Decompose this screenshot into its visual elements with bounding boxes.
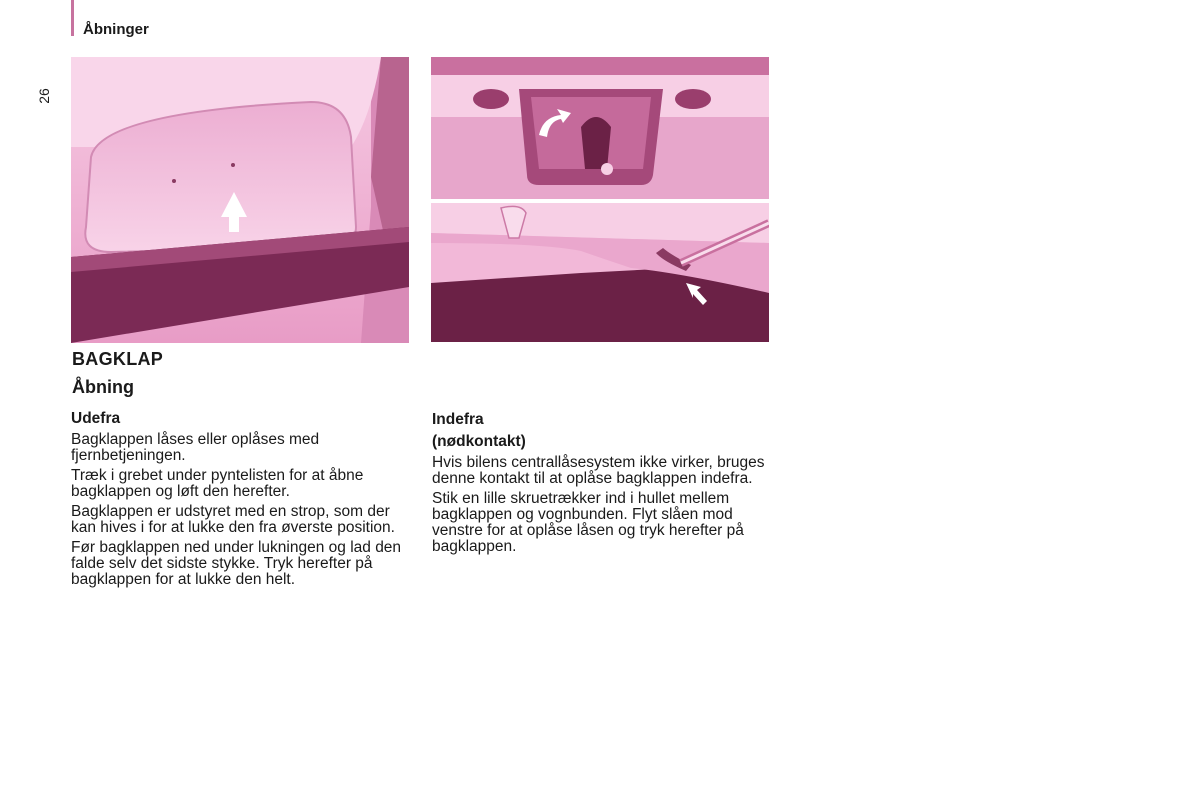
illustration-lock-mechanism	[431, 57, 769, 199]
left-paragraph: Træk i grebet under pyntelisten for at åbne bagklappen og løft den herefter.	[71, 467, 364, 500]
page-number: 26	[36, 88, 52, 104]
right-paragraph: Hvis bilens centrallåsesystem ikke virker, bruges denne kontakt til at oplåse bagklappen indefra.	[432, 454, 765, 487]
illustration-tailgate-handle	[71, 57, 409, 343]
right-column-heading: Indefra	[432, 411, 484, 428]
right-column	[432, 411, 777, 559]
left-paragraph: Bagklappen låses eller oplåses med fjernbetjeningen.	[71, 431, 320, 464]
left-paragraph: Bagklappen er udstyret med en strop, som der kan hives i for at lukke den fra øverste position.	[71, 503, 395, 536]
left-column-heading: Udefra	[71, 410, 121, 427]
illustration-emergency-release	[431, 203, 769, 342]
left-paragraph: Før bagklappen ned under lukningen og lad den falde selv det sidste stykke. Tryk herefter på bagklappen for at lukke den helt.	[71, 539, 402, 588]
left-column	[71, 410, 416, 592]
section-subtitle: Åbning	[72, 377, 134, 397]
header-accent-bar	[71, 0, 74, 36]
right-paragraph: Stik en lille skruetrækker ind i hullet mellem bagklappen og vognbunden. Flyt slåen mod venstre for at oplåse låsen og tryk herefter på bagklappen.	[432, 490, 744, 555]
section-header: Åbninger	[83, 21, 149, 38]
right-column-subheading: (nødkontakt)	[432, 433, 526, 450]
section-title: BAGKLAP	[72, 349, 164, 369]
